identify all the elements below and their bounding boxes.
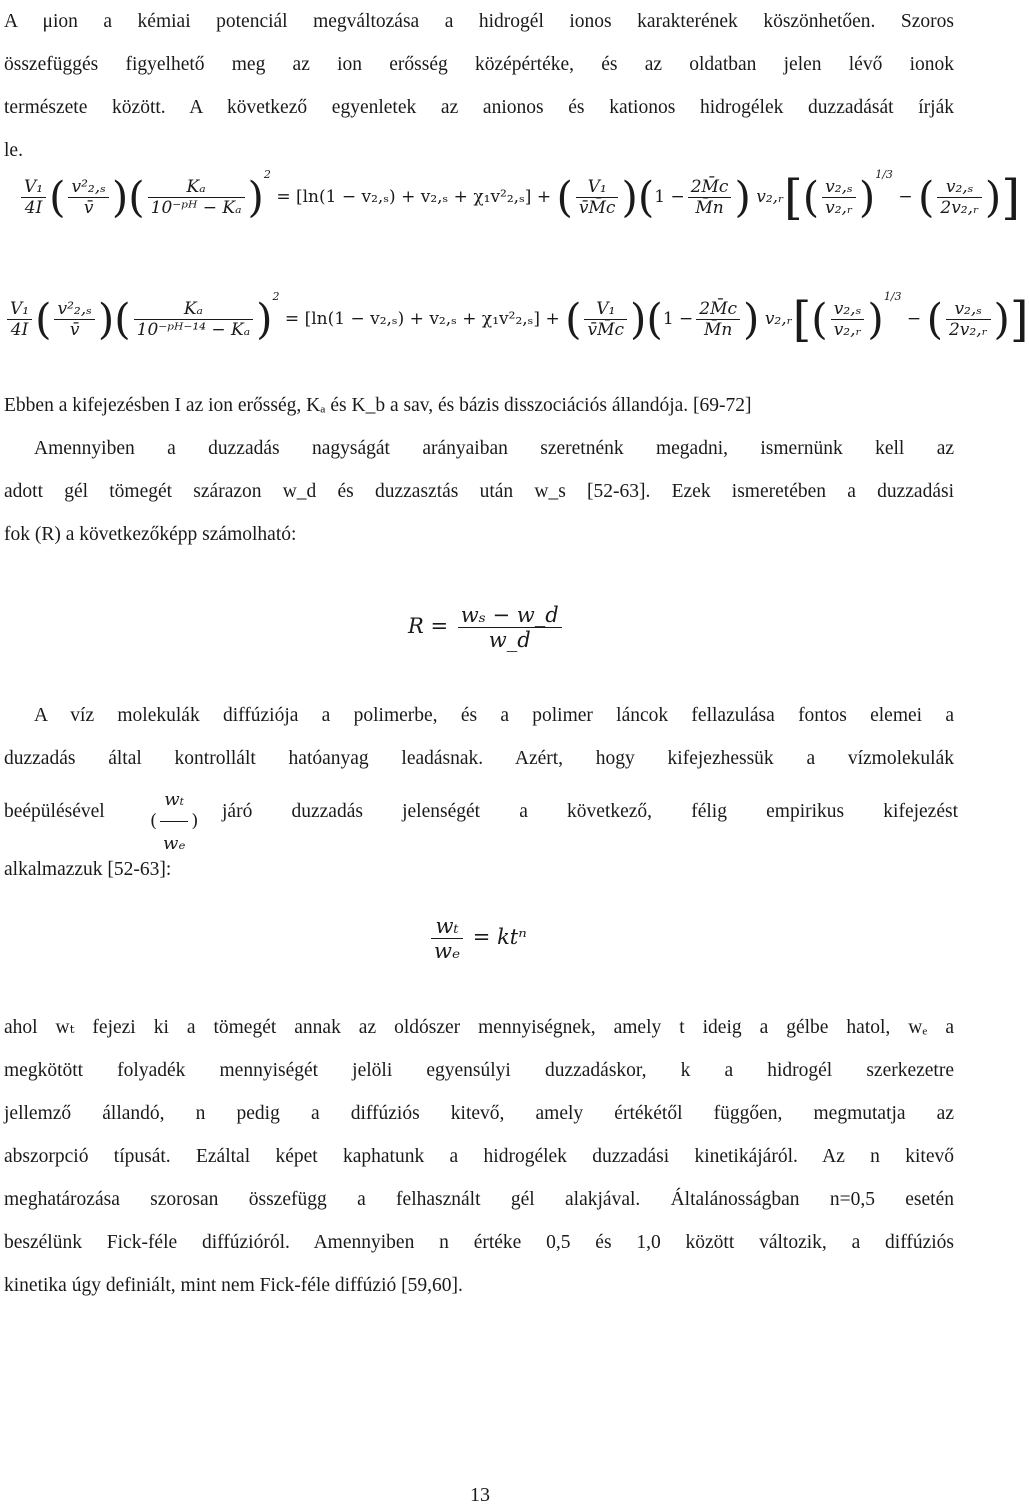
inline-fraction: ( $\frac{\text{wₜ}}{\text{wₑ}}$ ) bbox=[150, 778, 198, 865]
page-number: 13 bbox=[470, 1484, 490, 1506]
fraction: $\frac{\text{v²₂,ₛ}}{v̄}$ bbox=[54, 299, 94, 340]
text-line: abszorpció típusát. Ezáltal képet kaphatunk a hidrogélek duzzadási kinetikájáról. Az n kitevő bbox=[4, 1146, 954, 1167]
fraction: $\frac{\text{Kₐ}}{\text{10⁻ᵖᴴ⁻¹⁴ − Kₐ}}$ bbox=[134, 299, 253, 340]
fraction: $\frac{\text{V₁}}{v̄M̄c}$ bbox=[576, 177, 619, 218]
text-line: megkötött folyadék mennyiségét jelöli egyensúlyi duzzadáskor, k a hidrogél szerkezetre bbox=[4, 1060, 954, 1081]
paragraph-intro bbox=[4, 0, 954, 172]
text-line: Ebben a kifejezésben I az ion erősség, Kₐ és K_b a sav, és bázis disszociációs állandója. [69-72] bbox=[4, 395, 752, 416]
text-line: meghatározása szorosan összefügg a felhasznált gél alakjával. Általánosságban n=0,5 esetén bbox=[4, 1189, 954, 1210]
fraction: $\frac{\text{wₛ − w\_d}}{w\_d}$ bbox=[458, 603, 562, 652]
text-line: ahol wₜ fejezi ki a tömegét annak az oldószer mennyiségnek, amely t ideig a gélbe hatol, wₑ a bbox=[4, 1017, 954, 1038]
fraction: $\frac{\text{V₁}}{v̄M̄c}$ bbox=[584, 299, 627, 340]
paragraph-diffusion-line4 bbox=[4, 848, 954, 891]
text-fragment: beépülésével bbox=[4, 801, 105, 822]
equation-swelling-kinetics: $\frac{\text{wₜ}}{\text{wₑ}}$ = ktⁿ bbox=[428, 914, 527, 963]
fraction: $\frac{\text{wₜ}}{\text{wₑ}}$ bbox=[431, 914, 463, 963]
text-line: le. bbox=[4, 140, 23, 161]
text-line: jellemző állandó, n pedig a diffúziós kitevő, amely értékétől függően, megmutatja az bbox=[4, 1103, 954, 1124]
fraction: $\frac{\text{Kₐ}}{\text{10⁻ᵖᴴ − Kₐ}}$ bbox=[148, 177, 245, 218]
text-line: beszélünk Fick-féle diffúzióról. Amennyiben n értéke 0,5 és 1,0 között változik, a diffúziós bbox=[4, 1232, 954, 1253]
text-line: fok (R) a következőképp számolható: bbox=[4, 524, 297, 545]
text-line: Amennyiben a duzzadás nagyságát arányaiban szeretnénk megadni, ismernünk kell az bbox=[34, 438, 954, 459]
equation-anionic: $\frac{\text{V₁}}{4I}$ ( $\frac{\text{v²₂,ₛ}}{v̄}$ )( $\frac{\text{Kₐ}}{\text{10⁻ᵖᴴ − Kₐ}}$ )$^2$ = [ln(1 − v₂,ₛ) + v₂,ₛ + χ₁v²₂,ₛ] + ( $\frac{\text{V₁}}{v̄M̄c}$ )(1 − $\frac{2M̄c}{M̄n}$ ) v₂,ᵣ[( $\frac{\text{v₂,ₛ}}{\text{v₂,ᵣ}}$ )$^{1/3}$ − ( $\frac{\text{v₂,ₛ}}{\text{2v₂,ᵣ}}$ )] bbox=[18, 168, 953, 222]
text-line: A μion a kémiai potenciál megváltozása a hidrogél ionos karakterének köszönhetően. Szoros bbox=[4, 11, 954, 32]
fraction: $\frac{\text{V₁}}{4I}$ bbox=[7, 299, 32, 340]
fraction: $\frac{2M̄c}{M̄n}$ bbox=[696, 299, 740, 340]
equation-cationic: $\frac{\text{V₁}}{4I}$ ( $\frac{\text{v²₂,ₛ}}{v̄}$ )( $\frac{\text{Kₐ}}{\text{10⁻ᵖᴴ⁻¹⁴ − Kₐ}}$ )$^2$ = [ln(1 − v₂,ₛ) + v₂,ₛ + χ₁v²₂,ₛ] + ( $\frac{\text{V₁}}{v̄M̄c}$ )(1 − $\frac{2M̄c}{M̄n}$ ) v₂,ᵣ[( $\frac{\text{v₂,ₛ}}{\text{v₂,ᵣ}}$ )$^{1/3}$ − ( $\frac{\text{v₂,ₛ}}{\text{2v₂,ᵣ}}$ )] bbox=[4, 290, 954, 344]
fraction: $\frac{\text{v₂,ₛ}}{\text{2v₂,ᵣ}}$ bbox=[937, 177, 982, 218]
equation-swelling-ratio: R = $\frac{\text{wₛ − w\_d}}{w\_d}$ bbox=[408, 603, 565, 652]
fraction: $\frac{2M̄c}{M̄n}$ bbox=[688, 177, 732, 218]
paragraph-exponent bbox=[4, 1006, 954, 1307]
text-line: alkalmazzuk [52-63]: bbox=[4, 859, 172, 880]
text-fragment: járó duzzadás jelenségét a következő, félig empirikus kifejezést bbox=[222, 801, 958, 822]
text-line: kinetika úgy definiált, mint nem Fick-féle diffúzió [59,60]. bbox=[4, 1275, 463, 1296]
text-line: adott gél tömegét szárazon w_d és duzzasztás után w_s [52-63]. Ezek ismeretében a duzzadási bbox=[4, 481, 954, 502]
paragraph-swelling-degree bbox=[4, 427, 954, 556]
paragraph-constants bbox=[4, 384, 954, 427]
text-line: A víz molekulák diffúziója a polimerbe, és a polimer láncok fellazulása fontos elemei a bbox=[34, 705, 954, 726]
text-line: természete között. A következő egyenletek az anionos és kationos hidrogélek duzzadását írják bbox=[4, 97, 954, 118]
paragraph-diffusion bbox=[4, 694, 954, 780]
fraction: $\frac{\text{V₁}}{4I}$ bbox=[21, 177, 46, 218]
text-line: duzzadás által kontrollált hatóanyag leadásnak. Azért, hogy kifejezhessük a vízmolekulák bbox=[4, 748, 954, 769]
fraction: $\frac{\text{v₂,ₛ}}{\text{2v₂,ᵣ}}$ bbox=[946, 299, 991, 340]
fraction: $\frac{\text{v²₂,ₛ}}{v̄}$ bbox=[68, 177, 108, 218]
fraction: $\frac{\text{v₂,ₛ}}{\text{v₂,ᵣ}}$ bbox=[822, 177, 856, 218]
text-line: összefüggés figyelhető meg az ion erősség középértéke, és az oldatban jelen lévő ionok bbox=[4, 54, 954, 75]
fraction: $\frac{\text{v₂,ₛ}}{\text{v₂,ᵣ}}$ bbox=[831, 299, 865, 340]
